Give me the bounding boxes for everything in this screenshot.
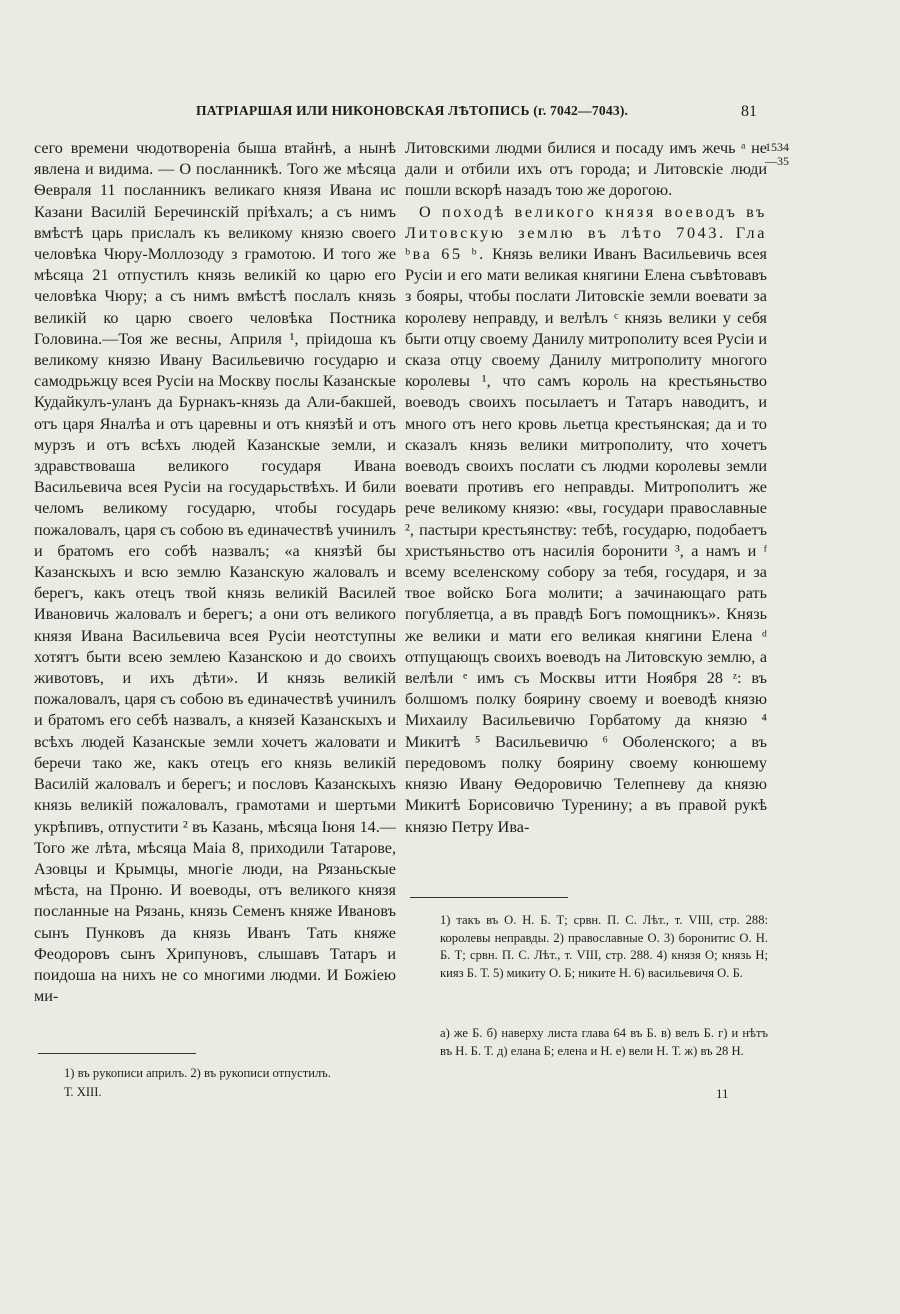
margin-year-note: 1534 —35 bbox=[765, 140, 789, 168]
right-footnotes-letter: а) же Б. б) наверху листа глава 64 въ Б. в) велъ Б. г) и нѣтъ въ Н. Б. Т. д) елана Б; елена и Н. е) вели Н. Т. ж) въ 28 Н. bbox=[440, 1026, 768, 1058]
left-footnote-rule bbox=[38, 1053, 196, 1054]
chapter-body: Князь велики Иванъ Васильевичь всея Русіи и его мати великая княгини Елена съвѣтовавъ з бояры, чтобы послати Литовскіе земли воевати за королеву неправду, и велѣлъ ᶜ князь велики у себя быти отцу своему Данилу митрополиту всея Русіи и сказа отцу своему Данилу митрополиту многого королевы ¹, что самъ король на крестьяньство воеводъ своихъ посылаетъ и Татаръ наводитъ, и много отъ него кровь льетца крестьянская; да и то сказалъ князь велики митрополиту, что хочетъ воеводъ своихъ послати съ людми королевы земли воевати противъ его неправды. Митрополитъ же рече великому князю: «вы, государи православные ², пастыри крестьянству: тебѣ, государю, подобаетъ христьяньство отъ насилія боронити ³, а намъ и ᶠ всему вселенскому собору за тебя, государя, и за твое войско Бога молити; а зачинающаго рать погубляетца, а въ правдѣ Богъ помощникъ». Князь же велики и мати его великая княгини Елена ᵈ отпущающъ своихъ воеводъ на Литовскую землю, а велѣли ᵉ имъ съ Москвы итти Ноября 28 ᶻ: въ болшомъ полку боярину своему и воеводѣ князю Михаилу Васильевичю Горбатому да князю ⁴ Микитѣ ⁵ Васильевичю ⁶ Оболенского; а въ передовомъ полку боярину своему конюшему князю Ивану Ѳедоровичю Телепневу да князю Микитѣ Борисовичю Туренину; а въ правой рукѣ князю Петру Ива- bbox=[405, 245, 767, 836]
chapter-number: Гла ᵇва 65 ᵇ. bbox=[405, 223, 767, 264]
right-signature: 11 bbox=[716, 1086, 729, 1101]
right-footnote-rule bbox=[410, 897, 568, 898]
right-paragraph-2 bbox=[405, 202, 767, 838]
left-footnote: 1) въ рукописи априлъ. 2) въ рукописи отпустилъ. bbox=[64, 1066, 331, 1080]
chapter-heading: О походѣ великого князя воеводъ въ Литовскую землю въ лѣто 7043. bbox=[405, 202, 767, 242]
right-paragraph-1: Литовскими людми билися и посаду имъ жечь ᵃ не дали и отбили ихъ отъ города; и Литовскіе люди пошли вскорѣ назадъ тою же дорогою. bbox=[405, 139, 767, 200]
running-title: ПАТРІАРШАЯ ИЛИ НИКОНОВСКАЯ ЛѢТОПИСЬ (г. 7042—7043). bbox=[196, 103, 629, 118]
page-header bbox=[0, 103, 900, 127]
right-footnotes-numeric: 1) такъ въ О. Н. Б. Т; срвн. П. С. Лѣт., т. VIII, стр. 288: королевы неправды. 2) православные О. 3) боронитис О. Н. Б. Т; срвн. П. С. Лѣт., т. VIII, стр. 288. 4) князя О; князь Н; кияз Б. Т. 5) микиту О. Б; никите Н. 6) васильевичя О. Б. bbox=[440, 913, 768, 980]
right-column bbox=[405, 138, 767, 838]
left-signature: Т. XIII. bbox=[64, 1085, 102, 1099]
left-paragraph: сего времени чюдотвореніа быша втайнѣ, а нынѣ явлена и видима. — О посланникѣ. Того же мѣсяца Ѳевраля 11 посланникъ великаго князя Ивана ис Казани Василій Беречинскій пріѣхалъ; а съ нимъ вмѣстѣ царь прислалъ къ великому князю своего человѣка Чюру-Моллозоду з грамотою. И того же мѣсяца 21 отпустилъ князь великій ко царю его человѣка Чюру; а съ нимъ вмѣстѣ послалъ князь великій ко царю своего человѣка Постника Головина.—Тоя же весны, Априля ¹, пріидоша къ великому князю Ивану Васильевичю государю и самодрьжцу всея Русіи на Москву послы Казанскые Кудайкулъ-уланъ да Бурнакъ-князь да Али-бакшей, отъ царя Яналѣа и отъ царевны и отъ князѣй и отъ мурзъ и отъ всѣхъ людей Казанскые земли, и здравствоваша великого государя Ивана Васильевича всея Русіи на государьствѣхъ. И били челомъ великому государю, чтобы государь пожаловалъ, царя съ собою въ единачествѣ учинилъ и братомъ его собѣ назвалъ; «а князѣй бы Казанскыхъ и всю землю Казанскую жаловалъ и берегъ, какъ отецъ твой князь великій Василей Ивановичь жаловалъ и берегъ; а они отъ великого князя Ивана Васильевича всея Русіи неотступны хотятъ быти всею землею Казанскою и до своихъ животовъ, и ихъ дѣти». И князь великій пожаловалъ, царя съ собою въ единачествѣ учинилъ и братомъ его себѣ назвалъ, а князей Казанскыхъ и всѣхъ людей Казанскые земли хочетъ жаловати и беречи тако же, какъ отецъ его князь великій Василій жаловалъ и берегъ; и пословъ Казанскыхъ князь великій пожаловалъ, грамотами и шертьми укрѣпивъ, отпустити ² въ Казань, мѣсяца Іюня 14.—Того же лѣта, мѣсяца Маіа 8, приходили Татарове, Азовцы и Крымцы, многіе люди, на Рязаньскые мѣста, на Проню. И воеводы, отъ великого князя посланные на Рязань, князь Семенъ княже Ивановъ сынъ Пунковъ да князь Иванъ Тать княже Феодоровъ сынъ Хрипуновъ, слышавъ Татаръ и поидоша на нихъ не со многими людми. И Божіею ми- bbox=[34, 139, 396, 1006]
page-number: 81 bbox=[741, 103, 757, 120]
left-column bbox=[34, 138, 396, 1007]
